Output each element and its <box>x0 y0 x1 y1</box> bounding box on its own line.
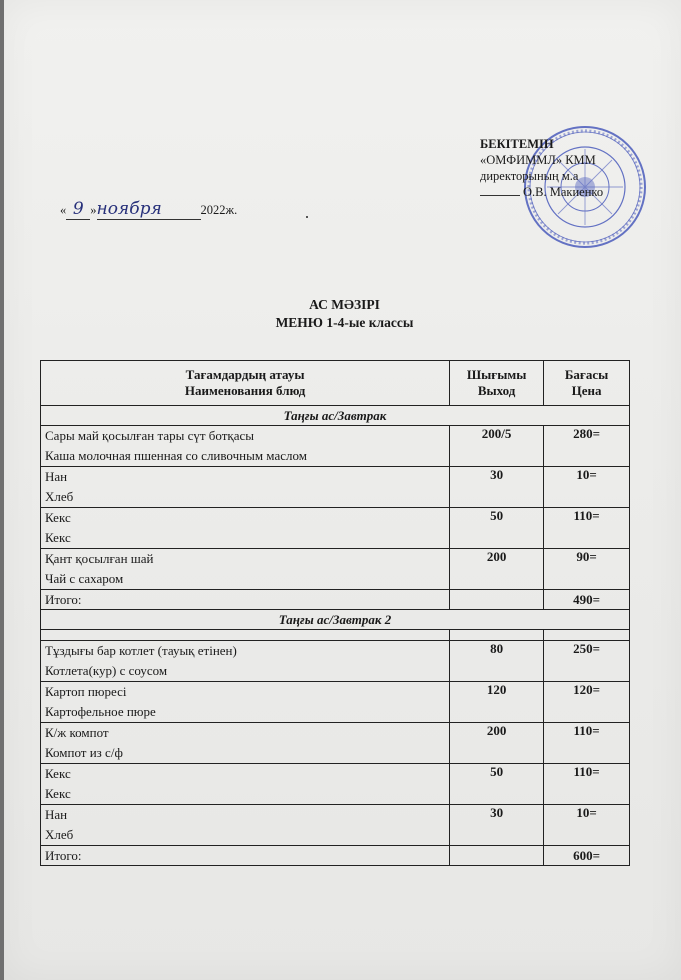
approval-role: директорының м.а <box>480 169 579 183</box>
date-close-quote: » <box>90 203 97 217</box>
header-yield: Шығымы Выход <box>450 361 544 406</box>
title-kz: АС МӘЗІРІ <box>309 297 380 312</box>
approval-org: «ОМФИММЛ» КММ <box>480 153 596 167</box>
menu-table <box>40 360 630 866</box>
document-page <box>4 0 681 980</box>
table-row: Нан Хлеб 30 10= <box>41 467 630 508</box>
approval-name: О.В. Макиенко <box>523 185 604 199</box>
section-row: Таңғы ас/Завтрак <box>41 406 630 426</box>
date-open-quote: « <box>60 203 67 217</box>
section-row: Таңғы ас/Завтрак 2 <box>41 610 630 630</box>
total-row: Итого: 600= <box>41 846 630 866</box>
title-ru: МЕНЮ 1-4-ые классы <box>275 315 414 330</box>
date-month: ноября <box>96 199 162 219</box>
table-row: Сары май қосылған тары сүт ботқасы Каша молочная пшенная со сливочным маслом 200/5 280= <box>41 426 630 467</box>
table-row: Кекс Кекс 50 110= <box>41 508 630 549</box>
mark-dot <box>306 216 308 218</box>
date-day: 9 <box>72 199 84 219</box>
document-date <box>60 199 237 220</box>
table-row: Кекс Кекс 50 110= <box>41 764 630 805</box>
signature <box>480 195 520 196</box>
date-year: 2022ж. <box>200 203 238 217</box>
table-row: К/ж компот Компот из с/ф 200 110= <box>41 723 630 764</box>
approval-block <box>480 136 603 200</box>
table-row: Қант қосылған шай Чай с сахаром 200 90= <box>41 549 630 590</box>
total-row: Итого: 490= <box>41 590 630 610</box>
table-row: Нан Хлеб 30 10= <box>41 805 630 846</box>
approval-title: БЕКІТЕМІН <box>480 137 554 151</box>
document-title <box>4 296 681 332</box>
approval-signature-line <box>480 184 603 200</box>
header-price: Бағасы Цена <box>544 361 630 406</box>
table-row: Тұздығы бар котлет (тауық етінен) Котлета(кур) с соусом 80 250= <box>41 641 630 682</box>
header-name: Тағамдардың атауы Наименования блюд <box>41 361 450 406</box>
table-row: Картоп пюресі Картофельное пюре 120 120= <box>41 682 630 723</box>
blank-row <box>41 630 630 641</box>
table-header-row <box>41 361 630 406</box>
